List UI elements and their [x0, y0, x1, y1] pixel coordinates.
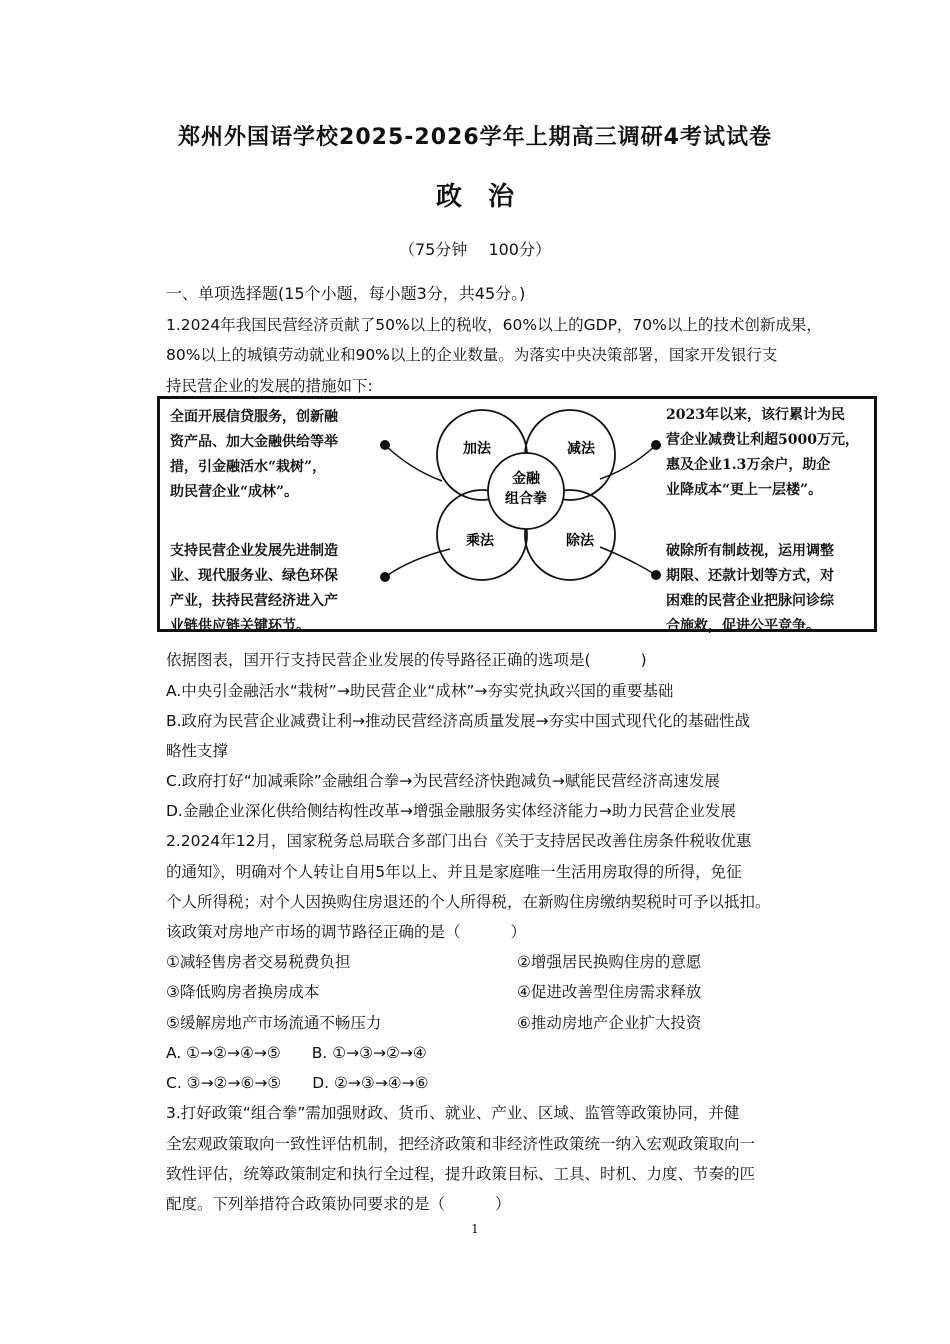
- label-multiply: 乘法: [466, 533, 494, 549]
- q2-question-end: ）: [510, 923, 527, 941]
- page-number: 1: [471, 1222, 479, 1236]
- figure-text-top-left: 全面开展信贷服务，创新融 资产品、加大金融供给等举 措，引金融活水“栽树”， 助民营企业“成林”。: [170, 409, 338, 500]
- q2-item: ②增强居民换购住房的意愿: [517, 953, 702, 971]
- q3-question-text: 配度。下列举措符合政策协同要求的是（: [166, 1195, 446, 1213]
- connector-line: [385, 445, 442, 481]
- q3-stem-line: 3.打好政策“组合拳”需加强财政、货币、就业、产业、区域、监管等政策协同，并健: [166, 1104, 740, 1122]
- connector-line: [600, 547, 656, 575]
- q1-stem-line: 持民营企业的发展的措施如下:: [166, 377, 373, 395]
- figure-text-top-right: 2023年以来，该行累计为民 营企业减费让利超5000万元， 惠及企业1.3万余户，助企 业降成本“更上一层楼”。: [666, 407, 859, 498]
- section-heading: 一、单项选择题(15个小题，每小题3分，共45分。): [166, 284, 526, 303]
- q1-option-d: D.金融企业深化供给侧结构性改革→增强金融服务实体经济能力→助力民营企业发展: [166, 802, 736, 820]
- q2-item: ③降低购房者换房成本: [166, 983, 320, 1001]
- q2-stem-line: 2.2024年12月，国家税务总局联合多部门出台《关于支持居民改善住房条件税收优惠: [166, 832, 752, 850]
- label-center-1: 金融: [512, 471, 540, 487]
- q2-item: ④促进改善型住房需求释放: [517, 983, 702, 1001]
- q3-question-end: ）: [495, 1195, 511, 1213]
- connector-dot: [651, 570, 661, 580]
- q2-item: ①减轻售房者交易税费负担: [166, 953, 351, 971]
- exam-title: 郑州外国语学校2025-2026学年上期高三调研4考试试卷: [178, 125, 772, 150]
- figure-text-bottom-left: 支持民营企业发展先进制造 业、现代服务业、绿色环保 产业，扶持民营经济进入产 业链供应链关键环节。: [170, 543, 338, 634]
- q3-stem-line: 全宏观政策取向一致性评估机制，把经济政策和非经济性政策统一纳入宏观政策取向一: [166, 1135, 756, 1153]
- figure-text-bottom-right: 破除所有制歧视，运用调整 期限、还款计划等方式，对 困难的民营企业把脉问诊综 合施救，促进公平竞争。: [666, 543, 834, 634]
- label-center-2: 组合拳: [505, 491, 547, 507]
- label-divide: 除法: [566, 533, 594, 549]
- q1-stem-line: 1.2024年我国民营经济贡献了50%以上的税收，60%以上的GDP，70%以上的技术创新成果，: [166, 316, 822, 334]
- connector-dot: [380, 572, 390, 582]
- q1-question-end: ): [640, 651, 647, 669]
- q3-question: [166, 1192, 511, 1214]
- q1-question: [166, 648, 647, 670]
- q1-stem-line: 80%以上的城镇劳动就业和90%以上的企业数量。为落实中央决策部署，国家开发银行支: [166, 346, 778, 364]
- q1-question-text: 依据图表，国开行支持民营企业发展的传导路径正确的选项是(: [166, 651, 591, 669]
- finance-combo-diagram: [157, 396, 877, 632]
- q3-stem-line: 致性评估，统筹政策制定和执行全过程，提升政策目标、工具、时机、力度、节奏的匹: [166, 1165, 756, 1183]
- label-subtract: 减法: [567, 441, 595, 457]
- label-add: 加法: [463, 441, 491, 457]
- q2-stem-line: 个人所得税；对个人因换购住房退还的个人所得税，在新购住房缴纳契税时可予以抵扣。: [166, 893, 771, 911]
- connector-dot: [380, 440, 390, 450]
- q2-question: [166, 920, 526, 942]
- q1-option-a: A.中央引金融活水“栽树”→助民营企业“成林”→夯实党执政兴国的重要基础: [166, 682, 674, 700]
- q2-options-ab: A. ①→②→④→⑤ B. ①→③→②→④: [166, 1044, 427, 1062]
- q2-options-cd: C. ③→②→⑥→⑤ D. ②→③→④→⑥: [166, 1074, 429, 1092]
- connector-dot: [651, 440, 661, 450]
- q1-option-b: B.政府为民营企业减费让利→推动民营经济高质量发展→夯实中国式现代化的基础性战: [166, 712, 751, 730]
- q1-option-c: C.政府打好“加减乘除”金融组合拳→为民营经济快跑减负→赋能民营经济高速发展: [166, 772, 720, 790]
- q2-question-text: 该政策对房地产市场的调节路径正确的是（: [166, 923, 461, 941]
- subject-title: 政 治: [435, 182, 514, 212]
- time-score-info: （75分钟 100分）: [399, 240, 551, 259]
- connector-line: [600, 445, 656, 479]
- q2-stem-line: 的通知》，明确对个人转让自用5年以上、并且是家庭唯一生活用房取得的所得，免征: [166, 863, 742, 881]
- q1-option-b-cont: 略性支撑: [166, 742, 229, 760]
- q2-item: ⑤缓解房地产市场流通不畅压力: [166, 1014, 382, 1032]
- q2-item: ⑥推动房地产企业扩大投资: [517, 1014, 702, 1032]
